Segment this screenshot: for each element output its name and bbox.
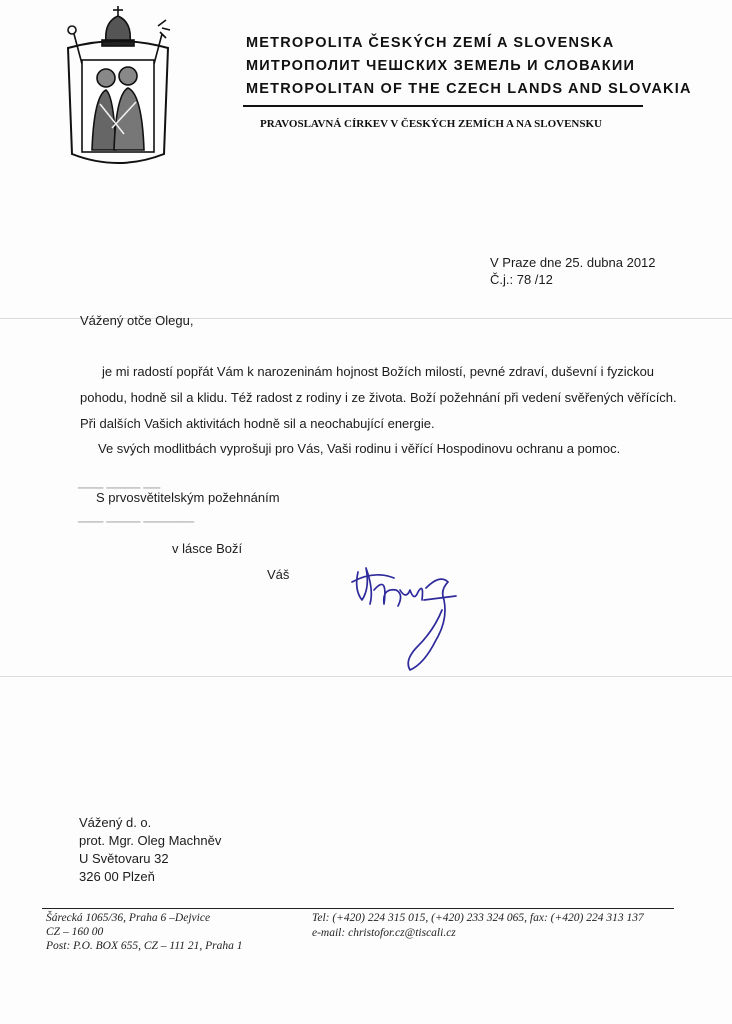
footer-email: e-mail: christofor.cz@tiscali.cz — [312, 927, 456, 939]
closing-blessing: S prvosvětitelským požehnáním — [96, 490, 280, 505]
closing-love: v lásce Boží — [172, 541, 243, 556]
handwritten-signature-icon — [344, 560, 464, 678]
footer-address-3: Post: P.O. BOX 655, CZ – 111 21, Praha 1 — [46, 940, 243, 952]
footer-rule — [42, 908, 674, 909]
recipient-line-4: 326 00 Plzeň — [79, 869, 155, 884]
reference-number: Č.j.: 78 /12 — [490, 272, 553, 287]
salutation: Vážený otče Olegu, — [80, 313, 194, 328]
header-subtitle: PRAVOSLAVNÁ CÍRKEV V ČESKÝCH ZEMÍCH A NA SLOVENSKU — [260, 118, 602, 130]
closing-yours: Váš — [267, 567, 290, 582]
header-title-czech: METROPOLITA ČESKÝCH ZEMÍ A SLOVENSKA — [246, 35, 615, 51]
place-date: V Praze dne 25. dubna 2012 — [490, 255, 656, 270]
recipient-line-3: U Světovaru 32 — [79, 851, 169, 866]
header-title-russian: МИТРОПОЛИТ ЧЕШСКИХ ЗЕМЕЛЬ И СЛОВАКИИ — [246, 58, 636, 74]
header-rule — [243, 105, 643, 107]
body-line-2: pohodu, hodně sil a klidu. Též radost z rodiny i ze života. Boží požehnání při vedení svěřených věřících. — [80, 390, 677, 405]
header-title-english: METROPOLITAN OF THE CZECH LANDS AND SLOVAKIA — [246, 81, 692, 97]
footer-address-2: CZ – 160 00 — [46, 926, 104, 938]
body-line-3: Při dalších Vašich aktivitách hodně sil a neochabující energie. — [80, 416, 435, 431]
recipient-line-2: prot. Mgr. Oleg Machněv — [79, 833, 222, 848]
footer-phone: Tel: (+420) 224 315 015, (+420) 233 324 065, fax: (+420) 224 313 137 — [312, 912, 644, 924]
show-through-text: ▁▁▁ ▁▁▁▁ ▁▁ — [78, 477, 161, 489]
prayer-line: Ve svých modlitbách vyprošuji pro Vás, Vaši rodinu i věřící Hospodinovu ochranu a pomoc. — [98, 441, 621, 456]
show-through-text: ▁▁▁ ▁▁▁▁ ▁▁▁▁▁▁ — [78, 511, 195, 523]
footer-address-1: Šárecká 1065/36, Praha 6 –Dejvice — [46, 912, 211, 924]
recipient-line-1: Vážený d. o. — [79, 815, 152, 830]
saints-emblem-icon — [52, 4, 184, 170]
body-line-1: je mi radostí popřát Vám k narozeninám hojnost Božích milostí, pevné zdraví, duševní i fyzickou — [102, 364, 655, 379]
